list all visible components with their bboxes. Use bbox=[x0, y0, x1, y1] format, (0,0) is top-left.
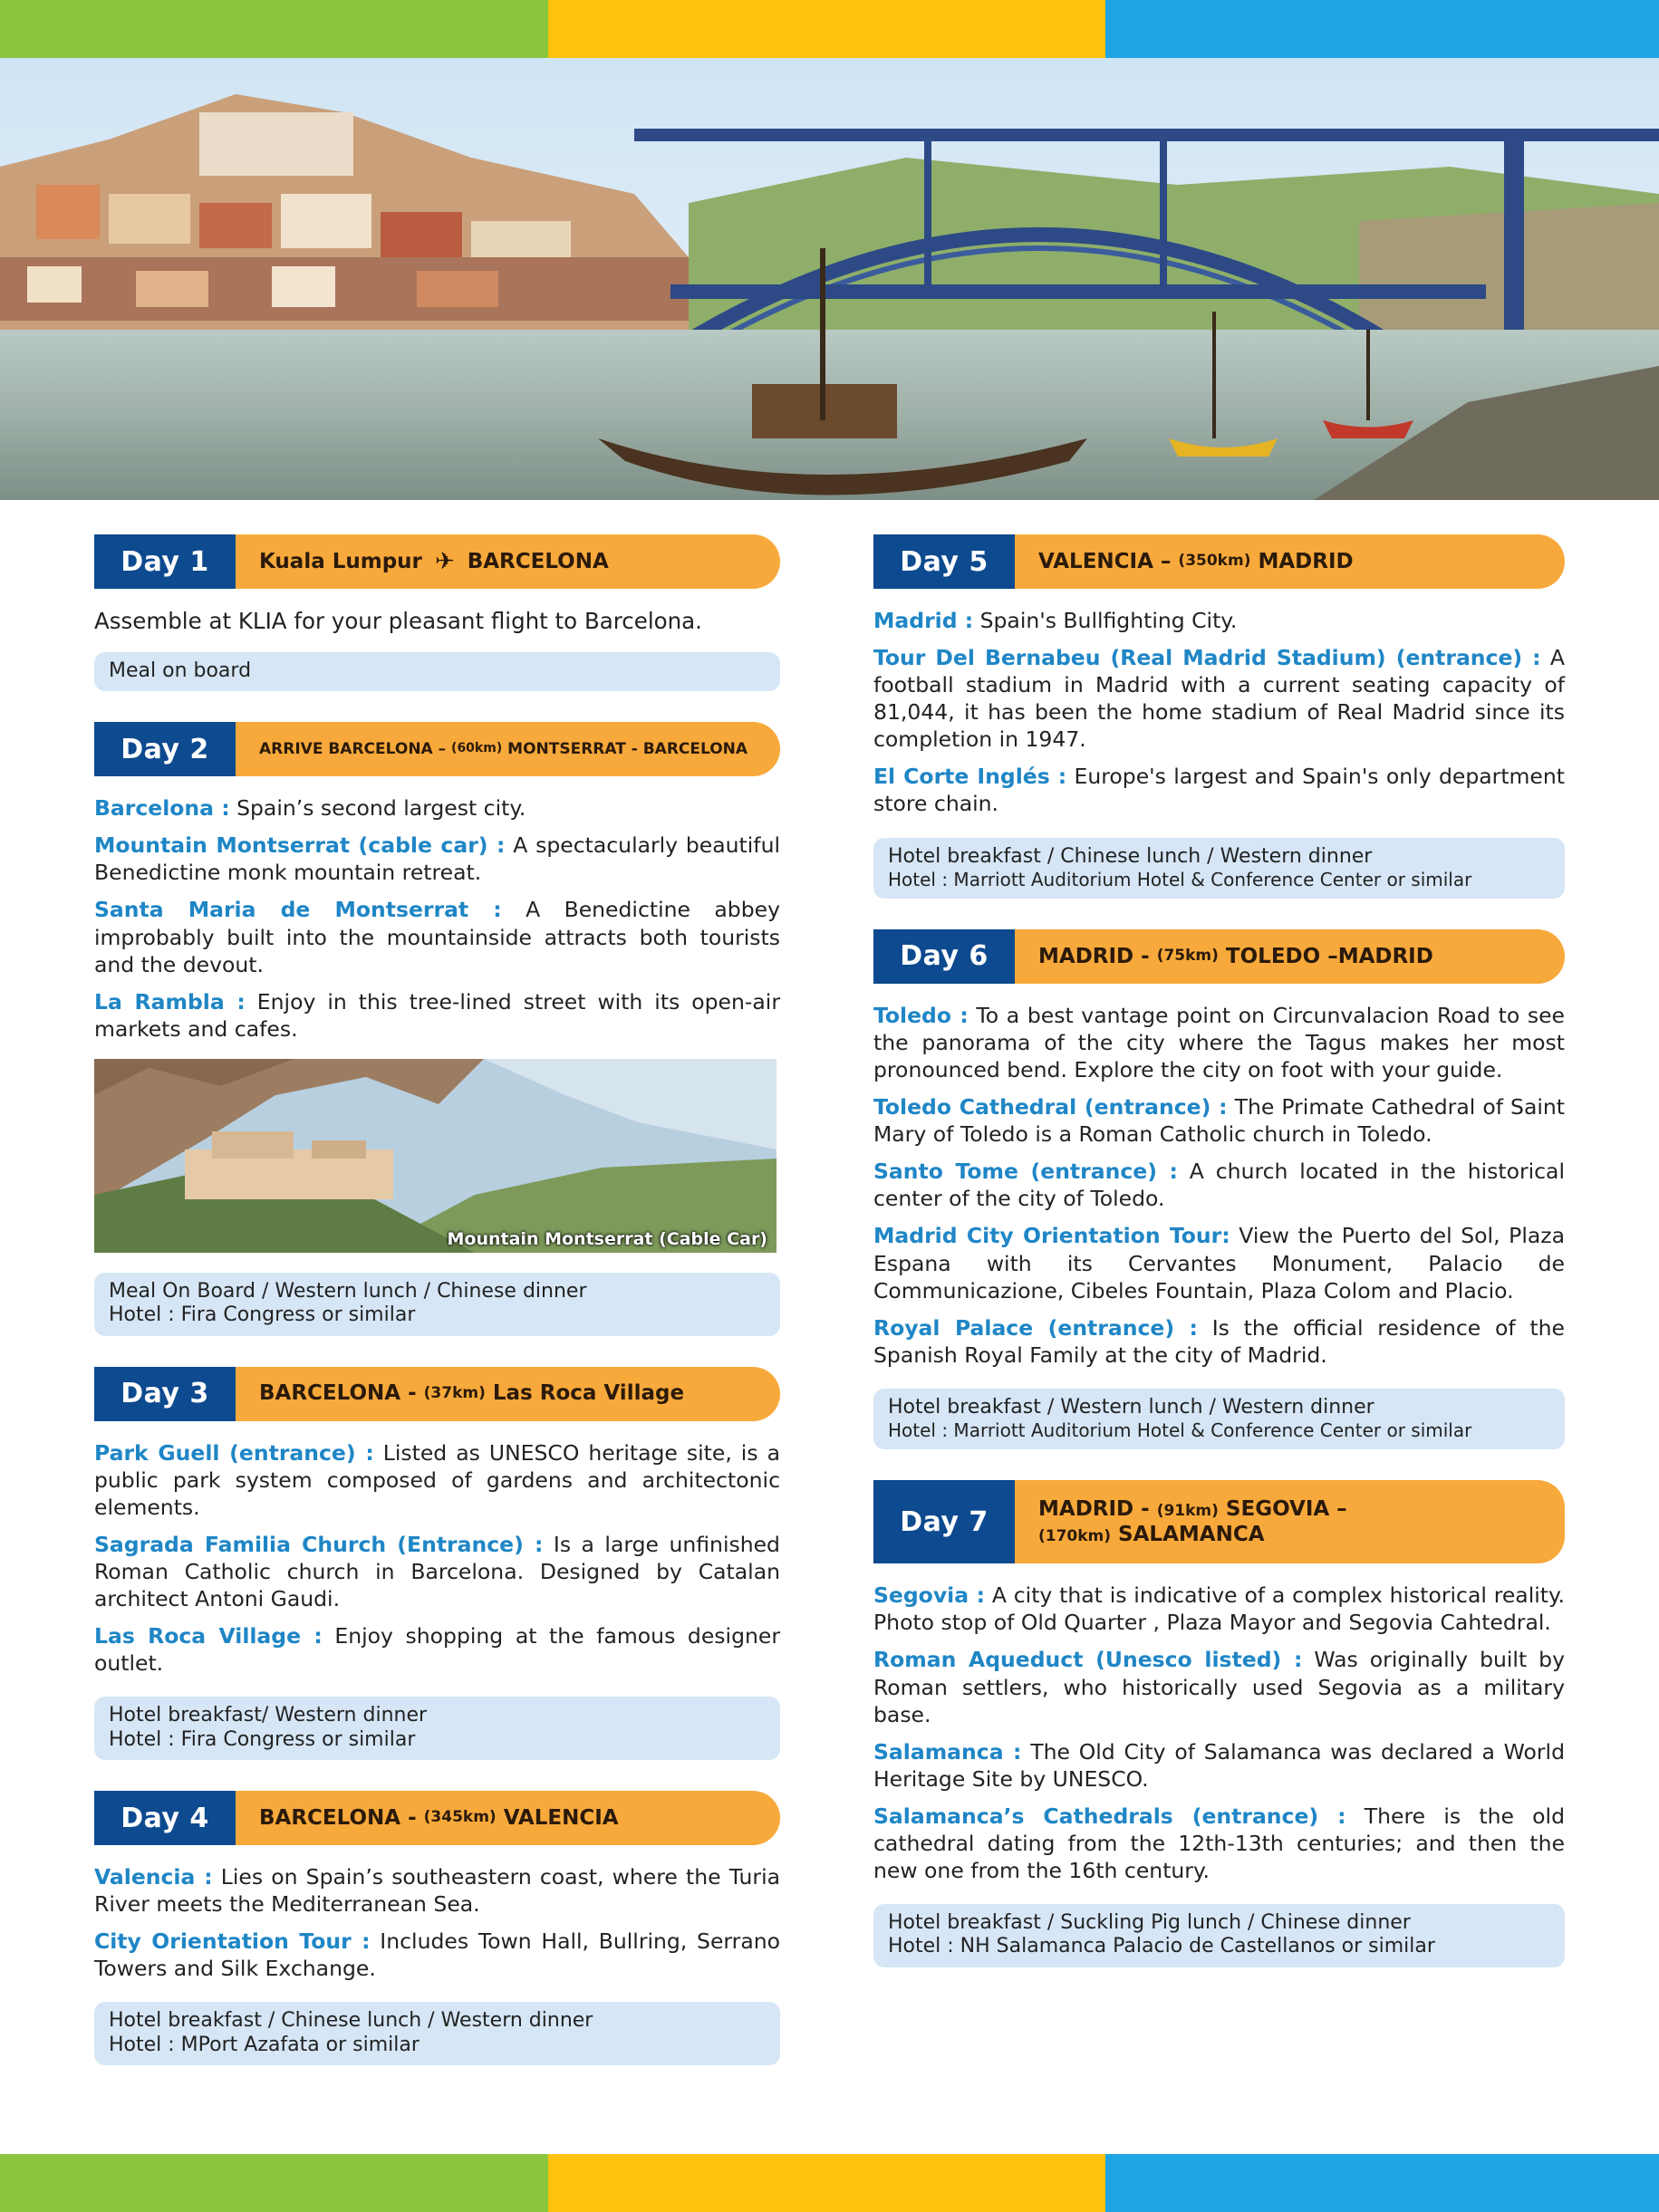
attraction-item bbox=[873, 1646, 1565, 1727]
day-title bbox=[236, 534, 780, 589]
attraction-name: Madrid : bbox=[873, 608, 974, 633]
attraction-name: City Orientation Tour : bbox=[94, 1928, 371, 1955]
day-title-part: SEGOVIA – bbox=[1218, 1496, 1347, 1521]
attraction-item bbox=[873, 1314, 1565, 1369]
attraction-name: Barcelona : bbox=[94, 795, 230, 822]
day-badge: Day 7 bbox=[873, 1480, 1015, 1563]
attraction-item bbox=[94, 1928, 780, 1982]
day-6-meal-info bbox=[873, 1389, 1565, 1449]
day-6-header bbox=[873, 929, 1565, 984]
hotel-line: Hotel : Fira Congress or similar bbox=[109, 1303, 416, 1327]
distance-label: (37km) bbox=[423, 1384, 486, 1403]
hotel-line: Hotel : Marriott Auditorium Hotel & Conference Center or similar bbox=[888, 1419, 1472, 1442]
attraction-desc: The Primate Cathedral of Saint Mary of Toledo is a Roman Catholic church in Toledo. bbox=[873, 1094, 1565, 1148]
attraction-name: Roman Aqueduct (Unesco listed) : bbox=[873, 1647, 1303, 1673]
attraction-item bbox=[873, 1582, 1565, 1636]
color-bar-yellow bbox=[548, 0, 1105, 58]
attraction-desc: A church located in the historical center of the city of Toledo. bbox=[873, 1159, 1565, 1212]
day-2-section bbox=[94, 722, 780, 1335]
attraction-desc: Lies on Spain’s southeastern coast, where the Turia River meets the Mediterranean Sea. bbox=[94, 1864, 780, 1918]
day-5-section bbox=[873, 534, 1565, 899]
day-badge: Day 6 bbox=[873, 929, 1015, 984]
day-5-header bbox=[873, 534, 1565, 589]
day-title-part: MADRID bbox=[1250, 549, 1354, 573]
hotel-line: Hotel : NH Salamanca Palacio de Castellanos or similar bbox=[888, 1935, 1435, 1958]
top-color-bar bbox=[0, 0, 1659, 58]
montserrat-illustration bbox=[94, 1059, 776, 1253]
attraction-desc: The Old City of Salamanca was declared a World Heritage Site by UNESCO. bbox=[873, 1738, 1566, 1792]
color-bar-yellow bbox=[548, 2154, 1105, 2212]
day-4-meal-info bbox=[94, 2002, 780, 2065]
day-title-part: BARCELONA - bbox=[259, 1381, 424, 1406]
day-title-part: ARRIVE BARCELONA – bbox=[259, 739, 452, 758]
attraction-desc: A city that is indicative of a complex historical reality. Photo stop of Old Quarter , Plaza Mayor and Segovia Cahtedral. bbox=[873, 1582, 1566, 1636]
attraction-item bbox=[94, 1531, 780, 1612]
attraction-name: Santo Tome (entrance) : bbox=[873, 1159, 1178, 1185]
day-title bbox=[1015, 534, 1565, 589]
airplane-icon: ✈ bbox=[434, 547, 455, 575]
attraction-desc: Europe's largest and Spain's only department store chain. bbox=[873, 764, 1565, 817]
day-title-to: BARCELONA bbox=[467, 549, 609, 573]
left-column bbox=[94, 534, 780, 2096]
attraction-item bbox=[873, 607, 1565, 634]
attraction-desc: Includes Town Hall, Bullring, Serrano Towers and Silk Exchange. bbox=[94, 1928, 781, 1982]
attraction-desc: A Benedictine abbey improbably built into the mountainside attracts both tourists and the devout. bbox=[94, 897, 780, 977]
attraction-desc: Listed as UNESCO heritage site, is a public park system composed of gardens and architectonic elements. bbox=[94, 1439, 780, 1520]
day-badge: Day 2 bbox=[94, 722, 236, 776]
day-4-header bbox=[94, 1791, 780, 1845]
attraction-item bbox=[94, 1863, 780, 1918]
attraction-item bbox=[873, 1002, 1565, 1083]
day-4-section bbox=[94, 1791, 780, 2065]
day-3-meal-info bbox=[94, 1697, 780, 1760]
day-title bbox=[1015, 1480, 1565, 1563]
attraction-item bbox=[94, 988, 780, 1043]
day-title bbox=[236, 722, 780, 776]
distance-label: (170km) bbox=[1038, 1527, 1112, 1546]
day-title bbox=[236, 1791, 780, 1845]
day-badge: Day 4 bbox=[94, 1791, 236, 1845]
attraction-name: Segovia : bbox=[873, 1582, 986, 1609]
attraction-name: Salamanca : bbox=[873, 1738, 1022, 1765]
attraction-name: El Corte Inglés : bbox=[873, 764, 1067, 790]
day-title bbox=[1015, 929, 1565, 984]
day-title-part: MONTSERRAT - BARCELONA bbox=[502, 739, 748, 758]
day-3-section bbox=[94, 1367, 780, 1760]
day-7-header bbox=[873, 1480, 1565, 1563]
attraction-desc: Spain’s second largest city. bbox=[229, 795, 526, 822]
attraction-desc: A spectacularly beautiful Benedictine monk mountain retreat. bbox=[94, 832, 780, 886]
hero-photo-illustration bbox=[0, 58, 1659, 500]
attraction-item bbox=[94, 1622, 780, 1677]
attraction-name: La Rambla : bbox=[94, 988, 246, 1015]
meal-line: Meal on board bbox=[109, 659, 252, 682]
attraction-name: Mountain Montserrat (cable car) : bbox=[94, 832, 506, 859]
attraction-name: Tour Del Bernabeu (Real Madrid Stadium) (entrance) : bbox=[873, 645, 1541, 671]
attraction-desc: Is a large unfinished Roman Catholic church in Barcelona. Designed by Catalan architect Antoni Gaudi. bbox=[94, 1531, 780, 1612]
day-title-from: Kuala Lumpur bbox=[259, 549, 422, 573]
attraction-desc: To a best vantage point on Circunvalacion Road to see the panorama of the city where the Tagus makes her most pronounced bend. Explore the city on foot with your guide. bbox=[873, 1002, 1565, 1083]
attraction-item bbox=[94, 1439, 780, 1521]
day-badge: Day 3 bbox=[94, 1367, 236, 1421]
attraction-desc: A football stadium in Madrid with a current seating capacity of 81,044, it has been the home stadium of Real Madrid since its completion in 1947. bbox=[873, 645, 1566, 753]
color-bar-blue bbox=[1105, 2154, 1659, 2212]
day-title-part: BARCELONA - bbox=[259, 1805, 424, 1830]
color-bar-green bbox=[0, 0, 548, 58]
attraction-desc: Spain's Bullfighting City. bbox=[973, 608, 1238, 633]
day-title-part: MADRID - bbox=[1038, 1496, 1157, 1521]
attraction-desc: There is the old cathedral dating from the 12th-13th centuries; and then the new one from the 16th century. bbox=[873, 1803, 1565, 1883]
meal-line: Hotel breakfast / Suckling Pig lunch / Chinese dinner bbox=[888, 1911, 1411, 1935]
day-badge: Day 5 bbox=[873, 534, 1015, 589]
attraction-name: Sagrada Familia Church (Entrance) : bbox=[94, 1531, 544, 1557]
day-badge: Day 1 bbox=[94, 534, 236, 589]
day-6-section bbox=[873, 929, 1565, 1449]
attraction-item bbox=[94, 896, 780, 977]
color-bar-blue bbox=[1105, 0, 1659, 58]
hotel-line: Hotel : Marriott Auditorium Hotel & Conference Center or similar bbox=[888, 868, 1472, 890]
attraction-item bbox=[873, 1803, 1565, 1884]
day-title-part: VALENCIA bbox=[496, 1805, 619, 1830]
attraction-desc: Was originally built by Roman settlers, who historically used Segovia as a military base. bbox=[873, 1647, 1565, 1727]
hero-photo bbox=[0, 58, 1659, 500]
day-7-section bbox=[873, 1480, 1565, 1967]
meal-line: Meal On Board / Western lunch / Chinese dinner bbox=[109, 1279, 587, 1303]
day-3-header bbox=[94, 1367, 780, 1421]
day-title bbox=[236, 1367, 780, 1421]
day-2-meal-info bbox=[94, 1273, 780, 1336]
bottom-color-bar bbox=[0, 2154, 1659, 2212]
day-1-header bbox=[94, 534, 780, 589]
meal-line: Hotel breakfast / Chinese lunch / Western dinner bbox=[888, 844, 1373, 868]
attraction-name: Valencia : bbox=[94, 1864, 213, 1890]
day-1-intro: Assemble at KLIA for your pleasant flight to Barcelona. bbox=[94, 608, 702, 634]
attraction-item bbox=[873, 763, 1565, 817]
day-7-meal-info bbox=[873, 1904, 1565, 1967]
attraction-desc: Enjoy in this tree-lined street with its open-air markets and cafes. bbox=[94, 988, 780, 1042]
day-1-section bbox=[94, 534, 780, 691]
day-1-meal-info bbox=[94, 652, 780, 691]
day-title-part: Las Roca Village bbox=[485, 1381, 685, 1406]
attraction-name: Las Roca Village : bbox=[94, 1623, 323, 1649]
hotel-line: Hotel : Fira Congress or similar bbox=[109, 1727, 416, 1751]
distance-label: (91km) bbox=[1156, 1501, 1219, 1520]
attraction-item bbox=[873, 644, 1565, 753]
attraction-desc: View the Puerto del Sol, Plaza Espana with its Cervantes Monument, Palacio de Communicazione, Cibeles Fountain, Plaza Colom and Placio. bbox=[873, 1223, 1565, 1303]
attraction-item bbox=[94, 832, 780, 886]
meal-line: Hotel breakfast / Western lunch / Western dinner bbox=[888, 1395, 1374, 1419]
day-title-part: SALAMANCA bbox=[1111, 1523, 1265, 1547]
attraction-name: Salamanca’s Cathedrals (entrance) : bbox=[873, 1803, 1346, 1829]
attraction-item bbox=[94, 794, 780, 822]
day-2-header bbox=[94, 722, 780, 776]
hotel-line: Hotel : MPort Azafata or similar bbox=[109, 2033, 420, 2056]
distance-label: (60km) bbox=[451, 741, 503, 756]
attraction-desc: Enjoy shopping at the famous designer outlet. bbox=[94, 1623, 780, 1677]
day-title-part: VALENCIA – bbox=[1038, 549, 1179, 573]
meal-line: Hotel breakfast / Chinese lunch / Western dinner bbox=[109, 2009, 593, 2033]
right-column bbox=[873, 534, 1565, 1998]
day-5-meal-info bbox=[873, 838, 1565, 899]
distance-label: (350km) bbox=[1178, 552, 1251, 571]
photo-caption: Mountain Montserrat (Cable Car) bbox=[447, 1228, 767, 1249]
attraction-item bbox=[873, 1093, 1565, 1148]
montserrat-photo bbox=[94, 1059, 776, 1253]
day-title-part: TOLEDO –MADRID bbox=[1218, 944, 1433, 968]
color-bar-green bbox=[0, 2154, 548, 2212]
day-title-part: MADRID - bbox=[1038, 944, 1157, 968]
meal-line: Hotel breakfast/ Western dinner bbox=[109, 1704, 428, 1727]
attraction-item bbox=[873, 1738, 1565, 1793]
attraction-name: Toledo Cathedral (entrance) : bbox=[873, 1094, 1228, 1120]
attraction-item bbox=[873, 1158, 1565, 1212]
attraction-desc: Is the official residence of the Spanish Royal Family at the city of Madrid. bbox=[873, 1314, 1566, 1368]
attraction-name: Royal Palace (entrance) : bbox=[873, 1314, 1198, 1341]
distance-label: (75km) bbox=[1156, 947, 1219, 966]
attraction-name: Toledo : bbox=[873, 1002, 969, 1028]
attraction-name: Santa Maria de Montserrat : bbox=[94, 897, 502, 923]
attraction-name: Madrid City Orientation Tour: bbox=[873, 1223, 1230, 1249]
attraction-name: Park Guell (entrance) : bbox=[94, 1439, 374, 1466]
attraction-item bbox=[873, 1222, 1565, 1303]
distance-label: (345km) bbox=[423, 1808, 497, 1827]
